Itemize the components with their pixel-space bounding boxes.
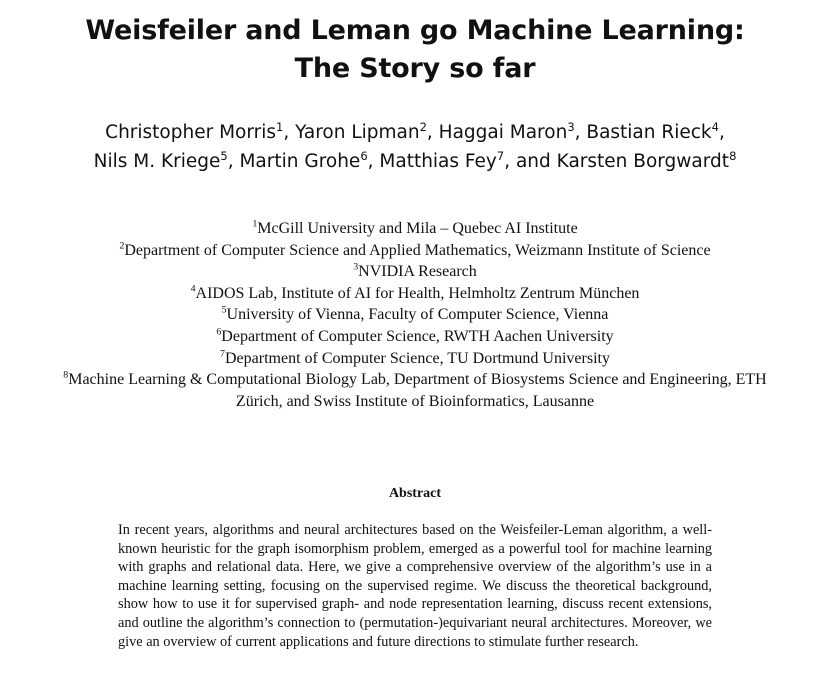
affiliation	[60, 369, 770, 412]
author-name: Matthias Fey	[379, 151, 497, 172]
author	[556, 148, 737, 172]
affiliation-text: Department of Computer Science, RWTH Aachen University	[221, 327, 614, 345]
author-separator: , and	[504, 151, 557, 172]
author-separator: ,	[426, 122, 439, 143]
affiliation-text: Machine Learning & Computational Biology Lab, Department of Biosystems Science and Engineering, ETH Zürich, and Swiss Institute of Bioinformatics, Lausanne	[68, 371, 767, 410]
affiliation	[60, 261, 770, 283]
author	[239, 148, 368, 172]
affiliation-mark: 5	[221, 305, 227, 317]
author	[93, 148, 228, 172]
paper-title-line-2: The Story so far	[294, 53, 536, 84]
affiliation	[60, 348, 770, 370]
author	[586, 119, 719, 143]
author	[295, 119, 427, 143]
author	[438, 119, 575, 143]
author-name: Nils M. Kriege	[93, 151, 221, 172]
affiliation-mark: 1	[252, 218, 258, 230]
affiliation-mark: 7	[220, 348, 225, 360]
affiliation-text: AIDOS Lab, Institute of AI for Health, Helmholtz Zentrum München	[195, 284, 640, 302]
affiliation	[60, 218, 770, 240]
author-separator: ,	[574, 122, 587, 143]
affiliation	[60, 304, 770, 326]
author-separator: ,	[283, 122, 296, 143]
author-name: Haggai Maron	[438, 122, 568, 143]
author-separator: ,	[227, 151, 240, 172]
author	[379, 148, 505, 172]
author-separator: ,	[718, 122, 725, 143]
affiliation-text: McGill University and Mila – Quebec AI Institute	[257, 220, 578, 237]
author-affiliation-mark: 3	[567, 119, 575, 134]
author-separator: ,	[367, 151, 380, 172]
affiliation-mark: 8	[63, 369, 69, 381]
author-affiliation-mark: 5	[220, 148, 228, 163]
abstract-body: In recent years, algorithms and neural architectures based on the Weisfeiler-Leman algorithm, a well-known heuristic for the graph isomorphism problem, emerged as a powerful tool for machine learning with graphs and relational data. Here, we give a comprehensive overview of the algorithm’s use in a machine learning setting, focusing on the supervised regime. We discuss the theoretical background, show how to use it for supervised graph- and node representation learning, discuss recent extensions, and outline the algorithm’s connection to (permutation-)equivariant neural architectures. Moreover, we give an overview of current applications and future directions to stimulate further research.	[118, 522, 712, 650]
affiliation-list	[60, 218, 770, 412]
paper-title	[0, 12, 830, 88]
affiliation-mark: 4	[190, 283, 196, 295]
affiliation-mark: 2	[119, 240, 125, 252]
author	[105, 119, 284, 143]
author-affiliation-mark: 2	[419, 119, 427, 134]
author-name: Karsten Borgwardt	[556, 151, 730, 172]
author-list	[60, 118, 770, 176]
author-affiliation-mark: 1	[276, 119, 284, 134]
affiliation-text: Department of Computer Science and Applied Mathematics, Weizmann Institute of Science	[124, 241, 711, 259]
author-name: Christopher Morris	[105, 122, 277, 143]
author-affiliation-mark: 6	[360, 148, 368, 163]
abstract-heading: Abstract	[388, 486, 442, 501]
affiliation	[60, 240, 770, 262]
affiliation-text: NVIDIA Research	[358, 263, 477, 281]
author-affiliation-mark: 7	[496, 148, 505, 163]
author-affiliation-mark: 4	[711, 119, 719, 134]
paper-title-line-1: Weisfeiler and Leman go Machine Learning:	[85, 15, 745, 46]
author-name: Yaron Lipman	[295, 122, 420, 143]
author-name: Bastian Rieck	[586, 122, 712, 143]
affiliation-text: Department of Computer Science, TU Dortmund University	[225, 349, 610, 367]
affiliation-mark: 6	[216, 326, 222, 338]
affiliation	[60, 326, 770, 348]
affiliation-text: University of Vienna, Faculty of Computer Science, Vienna	[226, 306, 609, 324]
author-name: Martin Grohe	[239, 151, 361, 172]
affiliation	[60, 283, 770, 305]
author-affiliation-mark: 8	[729, 148, 737, 163]
affiliation-mark: 3	[353, 261, 359, 273]
